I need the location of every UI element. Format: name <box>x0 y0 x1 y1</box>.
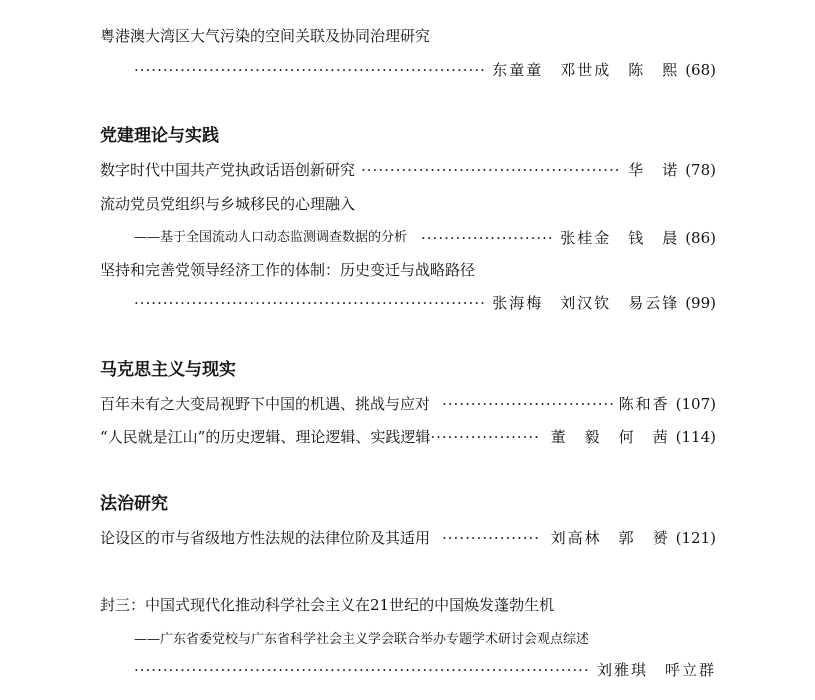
toc-entry-meta <box>134 291 716 315</box>
toc-entry[interactable] <box>100 526 716 550</box>
leader-dots <box>134 658 591 682</box>
entry-title: 流动党员党组织与乡城移民的心理融入 <box>100 195 356 213</box>
leader-dots <box>361 158 622 182</box>
entry-page: (99) <box>685 294 716 312</box>
entry-page: (78) <box>685 161 716 179</box>
toc-entry[interactable] <box>100 392 716 416</box>
entry-authors: 华 诺 <box>628 161 680 179</box>
entry-page: (68) <box>685 61 716 79</box>
entry-authors: 刘雅琪 呼立群 <box>596 661 716 679</box>
leader-dots <box>442 526 539 550</box>
entry-title: “人民就是江山”的历史逻辑、理论逻辑、实践逻辑 <box>100 428 431 446</box>
entry-title: 百年未有之大变局视野下中国的机遇、挑战与应对 <box>100 395 431 413</box>
entry-subtitle: ——基于全国流动人口动态监测调查数据的分析 <box>134 230 408 245</box>
toc-entry-meta <box>134 58 716 82</box>
entry-page: (114) <box>675 428 716 446</box>
section-heading: 法治研究 <box>100 494 168 514</box>
entry-page: (86) <box>685 229 716 247</box>
entry-authors: 陈和香 <box>618 395 670 413</box>
toc-entry[interactable] <box>100 158 716 182</box>
toc-entry-title[interactable] <box>100 593 554 617</box>
entry-authors: 张海梅 刘汉钦 易云锋 <box>492 294 680 312</box>
entry-authors: 张桂金 钱 晨 <box>560 229 680 247</box>
entry-title: 数字时代中国共产党执政话语创新研究 <box>100 161 356 179</box>
leader-dots <box>421 226 554 250</box>
entry-title: 论设区的市与省级地方性法规的法律位阶及其适用 <box>100 529 431 547</box>
section-heading: 党建理论与实践 <box>100 126 219 146</box>
entry-page: (121) <box>675 529 716 547</box>
toc-entry-meta <box>134 226 716 250</box>
toc-entry-title[interactable] <box>100 192 355 216</box>
entry-title: 粤港澳大湾区大气污染的空间关联及协同治理研究 <box>100 27 431 45</box>
toc-entry-meta <box>134 658 716 682</box>
entry-title: 坚持和完善党领导经济工作的体制：历史变迁与战略路径 <box>100 261 476 279</box>
entry-title: 封三：中国式现代化推动科学社会主义在21世纪的中国焕发蓬勃生机 <box>100 596 555 614</box>
leader-dots <box>430 425 538 449</box>
toc-entry[interactable] <box>100 425 716 449</box>
section-heading: 马克思主义与现实 <box>100 360 236 380</box>
leader-dots <box>442 392 613 416</box>
entry-authors: 刘高林 郭 赟 <box>550 529 670 547</box>
entry-authors: 董 毅 何 茜 <box>550 428 670 446</box>
entry-authors: 东童童 邓世成 陈 熙 <box>492 61 680 79</box>
toc-entry-title[interactable] <box>100 24 430 48</box>
toc-entry-title[interactable] <box>100 258 475 282</box>
entry-subtitle: ——广东省委党校与广东省科学社会主义学会联合举办专题学术研讨会观点综述 <box>134 632 590 647</box>
leader-dots <box>134 291 486 315</box>
entry-page: (107) <box>675 395 716 413</box>
toc-entry-subtitle-line <box>134 626 589 650</box>
leader-dots <box>134 58 486 82</box>
